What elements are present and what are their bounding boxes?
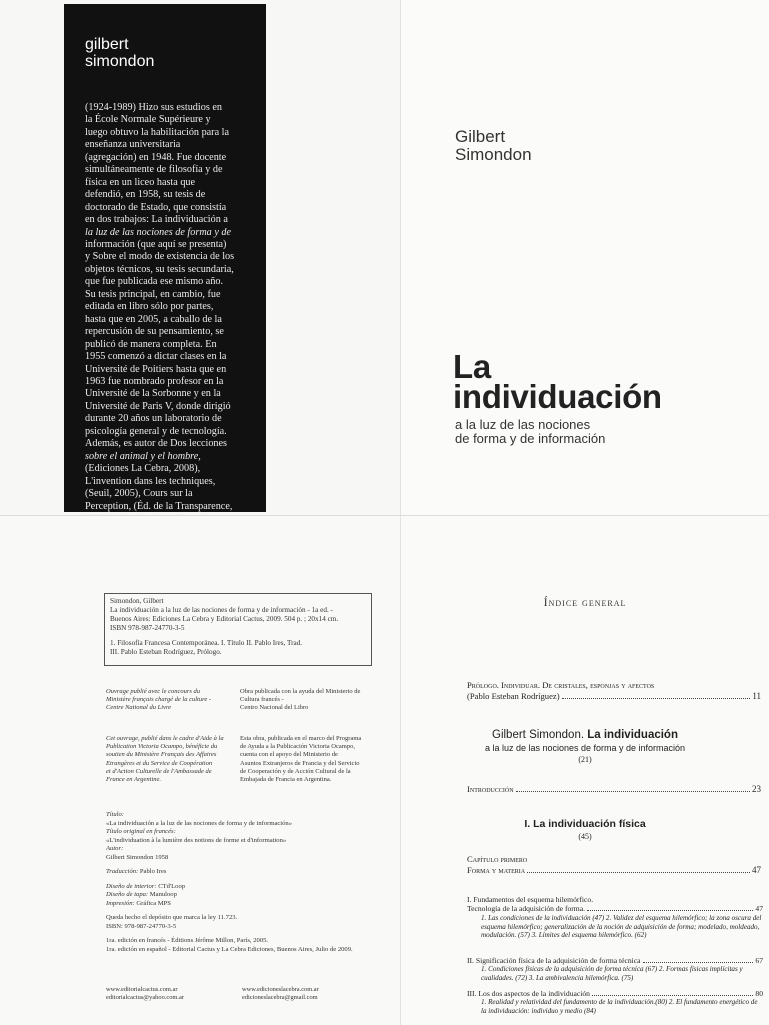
title-page — [400, 0, 769, 515]
author-flap-page — [0, 0, 400, 515]
notice-french: Cet ouvrage, publié dans le cadre d'Aide à la Publication Victoria Ocampo, bénéficie du soutien du Ministère Français des Affaires Etrangères et du Service de Coopération et d'Action Culturelle de l'Ambassade de France en Argentine. — [106, 735, 224, 784]
toc-entry-capitulo-1[interactable]: Capítulo primero Forma y materia 47 — [467, 854, 761, 875]
toc-part-1[interactable]: I. La individuación física (45) — [524, 818, 646, 841]
toc-work-title: Gilbert Simondon. La individuación a la luz de las nociones de forma y de información (21) — [484, 729, 686, 764]
cactus-email-link[interactable]: editorialcactus@yahoo.com.ar — [106, 994, 184, 1001]
table-of-contents-page — [400, 515, 769, 1025]
page-number: 47 — [755, 904, 763, 914]
notice-spanish: Esta obra, publicada en el marco del Programa de Ayuda a la Publicación Victoria Ocampo, cuenta con el apoyo del Ministerio de Asuntos Extranjeros de Francia y del Servicio de Cooperación y de Acción Cultural de la Embajada de Francia en Argentina. — [240, 735, 362, 784]
book-subtitle: a la luz de las nociones de forma y de información — [455, 417, 606, 446]
toc-section-ii[interactable]: II. Significación física de la adquisición de forma técnica 67 1. Condiciones físicas de la adquisición de forma técnica (67) 2. Formas físicas implícitas y cualidades. (72) 3. La ambivalencia hilemórfica. (75) — [467, 956, 763, 983]
author-bio: (1924-1989) Hizo sus estudios en la École Normale Supérieure y luego obtuvo la habilitación para la enseñanza universitaria (agregación) en 1948. Fue docente simultáneamente de filosofía y de física en un liceo hasta que defendió, en 1958, su tesis de doctorado de Estado, que consistía en dos trabajos: La individuación a la luz de las nociones de forma y de información (que aquí se presenta) y Sobre el modo de existencia de los objetos técnicos, su tesis secundaria, que fue publicada ese mismo año. Su tesis principal, en cambio, fue editada en libro sólo por partes, hasta que en 2005, a caballo de la repercusión de su pensamiento, se publicó de manera completa. En 1955 comenzó a dictar clases en la Université de Poitiers hasta que en 1963 fue nombrado profesor en la Université de la Sorbonne y en la Université de Paris V, donde dirigió durante 20 años un laboratorio de psicología general y de tecnología. Además, es autor de Dos lecciones sobre el animal y el hombre, (Ediciones La Cebra, 2008), L'invention dans les techniques, (Seuil, 2005), Cours sur la Perception, (Éd. de la Transparence, — [85, 102, 235, 512]
page-number: 23 — [752, 784, 761, 794]
lacebra-website-link[interactable]: www.edicioneslacebra.com.ar — [242, 986, 319, 993]
toc-entry-prologo[interactable]: Prólogo. Individuar. De cristales, esponjas y afectos (Pablo Esteban Rodríguez) 11 — [467, 680, 761, 701]
page-number: 47 — [752, 865, 761, 875]
page-number: 80 — [755, 989, 763, 998]
toc-section-i[interactable]: I. Fundamentos del esquema hilemórfico. Tecnología de la adquisición de forma. 47 1. Las condiciones de la individuación (47) 2. Validez del esquema hilemórfico; la zona oscura del esquema hilemórfico; generalización de la noción de adquisición de forma; modelado, moldeado, modulación. (57) 3. Límites del esquema hilemórfico. (62) — [467, 895, 763, 940]
cactus-website-link[interactable]: www.editorialcactus.com.ar — [106, 986, 178, 993]
book-title: La individuación — [453, 348, 662, 415]
page-number: 11 — [752, 691, 761, 701]
title-page-author: Gilbert Simondon — [455, 127, 532, 164]
toc-heading: Índice general — [543, 595, 627, 609]
flap-author-name: gilbert simondon — [85, 36, 155, 70]
toc-section-iii[interactable]: III. Los dos aspectos de la individuación 80 1. Realidad y relatividad del fundamento de la individuación.(80) 2. El fundamento energético de la individuación: individuo y medio (84) — [467, 989, 763, 1016]
author-flap-panel — [64, 4, 266, 512]
page-number: 67 — [755, 956, 763, 965]
copyright-page — [0, 515, 400, 1025]
toc-entry-introduccion[interactable]: Introducción 23 — [467, 784, 761, 794]
cataloging-box: Simondon, Gilbert La individuación a la luz de las nociones de forma y de información - 1a ed. - Buenos Aires: Ediciones La Cebra y Editorial Cactus, 2009. 504 p. ; 20x14 cm. ISBN 978-987-24770-3-5 1. Filosofía Francesa Contemporánea. I. Título II. Pablo Ires, Trad. III. Pablo Esteban Rodríguez, Prólogo. — [104, 593, 372, 666]
notice-spanish: Obra publicada con la ayuda del Ministerio de Cultura francés - Centro Nacional del Libro — [240, 688, 361, 712]
notice-french: Ouvrage publié avec le concours du Ministère français chargé de la culture - Centre National du Livre — [106, 688, 212, 712]
lacebra-email-link[interactable]: edicioneslacebra@gmail.com — [242, 994, 318, 1001]
book-credits: Título: «La individuación a la luz de las nociones de forma y de información» Título original en francés: «L'individuation à la lumière des notions de forme et d'information» Autor: Gilbert Simondon 1958 Traducción: Pablo Ires Diseño de interior: CTd'Loop Diseño de tapa: Manuloop Impresión: Gráfica MPS Queda hecho el depósito que marca la ley 11.723. ISBN: 978-987-24770-3-5 1ra. edición en francés - Éditions Jérôme Millon, París, 2005. 1ra. edición en español - Editorial Cactus y La Cebra Ediciones, Buenos Aires, Julio de 2009. — [106, 811, 353, 953]
